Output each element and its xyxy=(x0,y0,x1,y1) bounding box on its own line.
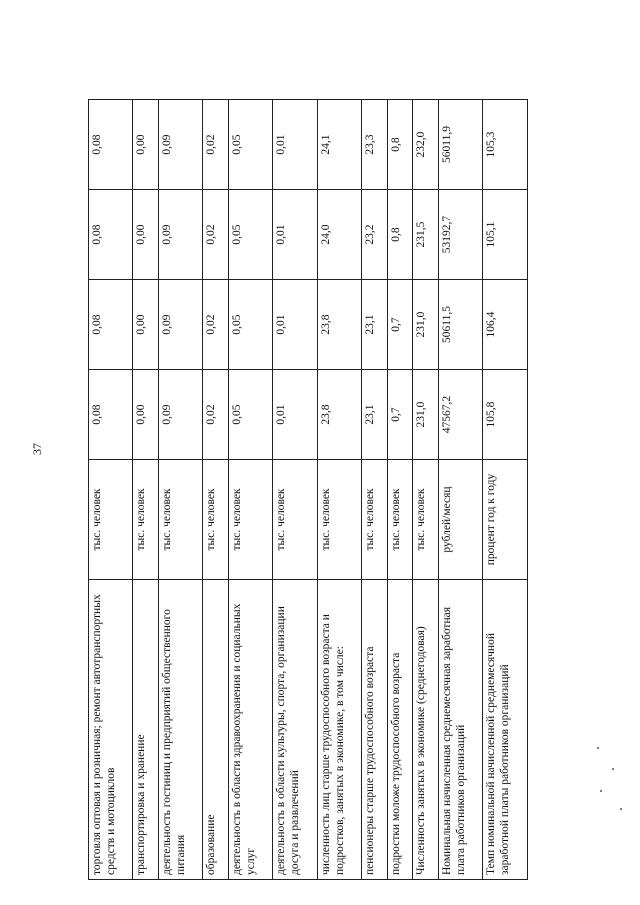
table-row xyxy=(203,100,229,880)
value-cell: 0,05 xyxy=(229,370,273,460)
value-cell: 0,00 xyxy=(133,100,159,190)
unit-cell: тыс. человек xyxy=(133,460,159,580)
value-cell: 0,02 xyxy=(203,370,229,460)
indicator-cell: деятельность гостиниц и предприятий общественного питания xyxy=(159,580,203,880)
value-cell: 106,4 xyxy=(483,280,528,370)
value-cell: 0,8 xyxy=(387,100,413,190)
value-cell: 24,1 xyxy=(317,100,361,190)
table-row xyxy=(362,100,388,880)
value-cell: 0,00 xyxy=(133,190,159,280)
indicator-cell: деятельность в области здравоохранения и социальных услуг xyxy=(229,580,273,880)
value-cell: 0,09 xyxy=(159,190,203,280)
table-row xyxy=(229,100,273,880)
value-cell: 23,8 xyxy=(317,370,361,460)
unit-cell: тыс. человек xyxy=(413,460,439,580)
indicator-cell: торговля оптовая и розничная; ремонт автотранспортных средств и мотоциклов xyxy=(89,580,133,880)
value-cell: 0,7 xyxy=(387,370,413,460)
value-cell: 105,3 xyxy=(483,100,528,190)
table-row xyxy=(159,100,203,880)
indicator-cell: Численность занятых в экономике (среднегодовая) xyxy=(413,580,439,880)
value-cell: 0,02 xyxy=(203,280,229,370)
indicator-cell: Номинальная начисленная среднемесячная заработная плата работников организаций xyxy=(439,580,483,880)
value-cell: 0,08 xyxy=(89,370,133,460)
value-cell: 23,1 xyxy=(362,370,388,460)
value-cell: 0,01 xyxy=(273,370,317,460)
value-cell: 0,01 xyxy=(273,100,317,190)
value-cell: 0,09 xyxy=(159,280,203,370)
value-cell: 23,3 xyxy=(362,100,388,190)
indicator-cell: подростки моложе трудоспособного возраста xyxy=(387,580,413,880)
table-row xyxy=(387,100,413,880)
value-cell: 0,05 xyxy=(229,100,273,190)
value-cell: 24,0 xyxy=(317,190,361,280)
scan-speck xyxy=(612,768,614,770)
value-cell: 0,05 xyxy=(229,190,273,280)
value-cell: 56011,9 xyxy=(439,100,483,190)
indicators-table-container xyxy=(88,100,528,880)
value-cell: 0,00 xyxy=(133,280,159,370)
unit-cell: процент год к году xyxy=(483,460,528,580)
scan-speck xyxy=(620,808,622,810)
scan-speck xyxy=(597,747,599,749)
table-row xyxy=(89,100,133,880)
value-cell: 0,08 xyxy=(89,190,133,280)
unit-cell: тыс. человек xyxy=(387,460,413,580)
value-cell: 0,08 xyxy=(89,100,133,190)
unit-cell: тыс. человек xyxy=(273,460,317,580)
table-row xyxy=(317,100,361,880)
table-row xyxy=(133,100,159,880)
value-cell: 0,8 xyxy=(387,190,413,280)
value-cell: 0,01 xyxy=(273,190,317,280)
table-row xyxy=(273,100,317,880)
unit-cell: тыс. человек xyxy=(317,460,361,580)
value-cell: 105,1 xyxy=(483,190,528,280)
value-cell: 0,7 xyxy=(387,280,413,370)
value-cell: 23,1 xyxy=(362,280,388,370)
unit-cell: тыс. человек xyxy=(229,460,273,580)
indicator-cell: транспортировка и хранение xyxy=(133,580,159,880)
value-cell: 0,01 xyxy=(273,280,317,370)
value-cell: 231,0 xyxy=(413,370,439,460)
unit-cell: тыс. человек xyxy=(362,460,388,580)
value-cell: 0,02 xyxy=(203,190,229,280)
value-cell: 232,0 xyxy=(413,100,439,190)
unit-cell: тыс. человек xyxy=(89,460,133,580)
unit-cell: тыс. человек xyxy=(159,460,203,580)
indicator-cell: пенсионеры старше трудоспособного возраста xyxy=(362,580,388,880)
value-cell: 0,02 xyxy=(203,100,229,190)
indicator-cell: численность лиц старше трудоспособного возраста и подростков, занятых в экономике, в том числе: xyxy=(317,580,361,880)
indicator-cell: деятельность в области культуры, спорта, организации досуга и развлечений xyxy=(273,580,317,880)
value-cell: 0,05 xyxy=(229,280,273,370)
table-row xyxy=(439,100,483,880)
value-cell: 105,8 xyxy=(483,370,528,460)
unit-cell: рублей/месяц xyxy=(439,460,483,580)
indicator-cell: Темп номинальной начисленной среднемесячной заработной платы работников организаций xyxy=(483,580,528,880)
value-cell: 23,2 xyxy=(362,190,388,280)
value-cell: 0,09 xyxy=(159,370,203,460)
table-row xyxy=(413,100,439,880)
value-cell: 47567,2 xyxy=(439,370,483,460)
indicators-table xyxy=(88,99,528,880)
unit-cell: тыс. человек xyxy=(203,460,229,580)
value-cell: 231,5 xyxy=(413,190,439,280)
value-cell: 231,0 xyxy=(413,280,439,370)
value-cell: 0,08 xyxy=(89,280,133,370)
value-cell: 0,00 xyxy=(133,370,159,460)
value-cell: 53192,7 xyxy=(439,190,483,280)
indicator-cell: образование xyxy=(203,580,229,880)
value-cell: 50611,5 xyxy=(439,280,483,370)
table-body xyxy=(89,100,528,880)
value-cell: 0,09 xyxy=(159,100,203,190)
scan-speck xyxy=(600,790,602,792)
table-row xyxy=(483,100,528,880)
value-cell: 23,8 xyxy=(317,280,361,370)
page-number: 37 xyxy=(30,443,44,455)
